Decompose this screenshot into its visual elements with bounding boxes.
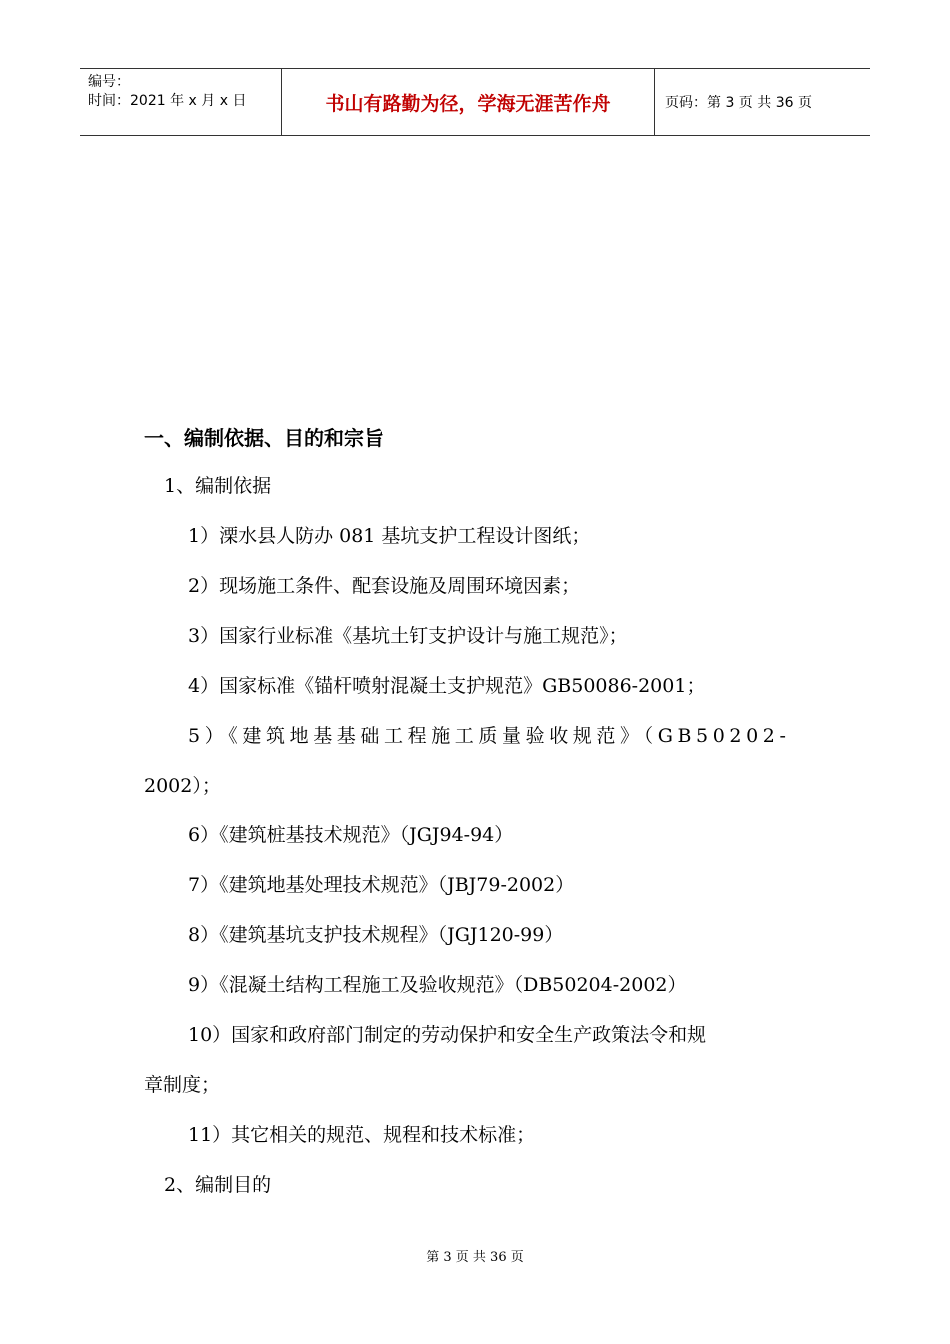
list-item: 9）《混凝土结构工程施工及验收规范》（DB50204-2002）: [188, 974, 687, 996]
list-item: 3）国家行业标准《基坑土钉支护设计与施工规范》；: [188, 625, 628, 647]
list-item: 7）《建筑地基处理技术规范》（JBJ79-2002）: [188, 874, 575, 896]
list-item-continuation: 章制度；: [144, 1074, 221, 1096]
header-page-label: 页码：第 3 页 共 36 页: [665, 95, 812, 111]
header-meta: [80, 69, 282, 135]
list-item: 1）溧水县人防办 081 基坑支护工程设计图纸；: [188, 525, 591, 547]
header-motto: 书山有路勤为径，学海无涯苦作舟: [282, 69, 655, 135]
list-item: 10）国家和政府部门制定的劳动保护和安全生产政策法令和规: [188, 1024, 707, 1046]
section-title: 一、编制依据、目的和宗旨: [144, 426, 384, 450]
list-item-continuation: 2002）；: [144, 775, 221, 797]
header-number-label: 编号：: [88, 74, 130, 90]
header-time-label: 时间：2021 年 x 月 x 日: [88, 93, 247, 109]
subsection-basis: 1、编制依据: [164, 475, 272, 497]
list-item: 11）其它相关的规范、规程和技术标准；: [188, 1124, 536, 1146]
page-footer: 第 3 页 共 36 页: [426, 1250, 524, 1265]
list-item: 6）《建筑桩基技术规范》（JGJ94-94）: [188, 824, 514, 846]
page-header: [80, 68, 870, 136]
list-item: 5）《建筑地基基础工程施工质量验收规范》（GB50202-: [188, 725, 791, 747]
list-item: 4）国家标准《锚杆喷射混凝土支护规范》GB50086-2001；: [188, 675, 706, 697]
list-item: 2）现场施工条件、配套设施及周围环境因素；: [188, 575, 581, 597]
subsection-purpose: 2、编制目的: [164, 1174, 272, 1196]
list-item: 8）《建筑基坑支护技术规程》（JGJ120-99）: [188, 924, 564, 946]
